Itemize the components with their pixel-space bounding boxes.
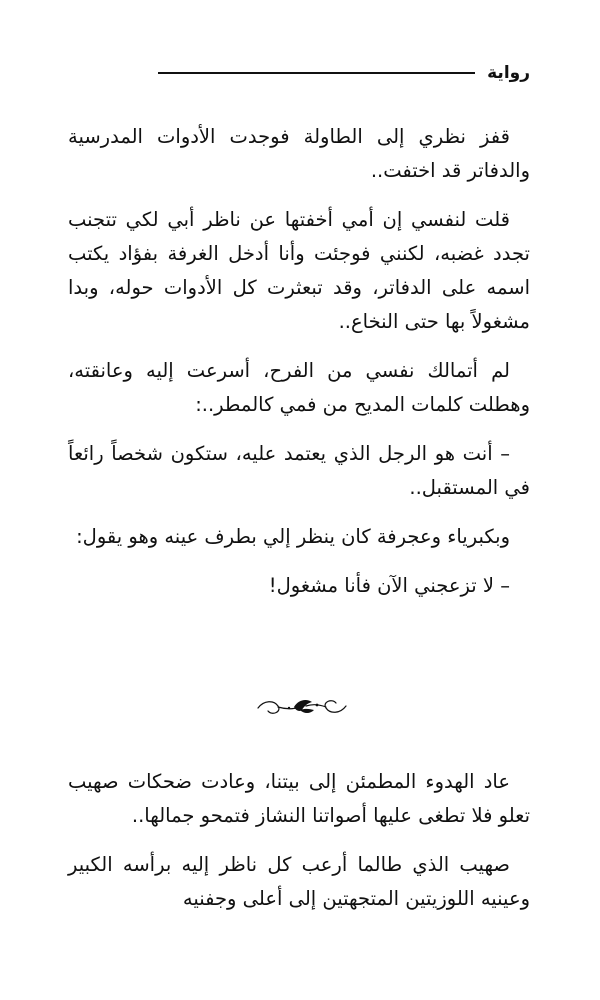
header-title: رواية xyxy=(487,63,530,83)
paragraph: – لا تزعجني الآن فأنا مشغول! xyxy=(268,574,510,597)
paragraph: – أنت هو الرجل الذي يعتمد عليه، ستكون شخصاً رائعاً في المستقبل.. xyxy=(68,442,530,499)
lower-text-block xyxy=(68,765,530,916)
floral-ornament-icon xyxy=(254,692,350,722)
running-header xyxy=(158,58,530,88)
upper-text-block xyxy=(68,120,530,603)
paragraph: وبكبرياء وعجرفة كان ينظر إلي بطرف عينه وهو يقول: xyxy=(76,525,510,548)
paragraph: صهيب الذي طالما أرعب كل ناظر إليه برأسه الكبير وعينيه اللوزيتين المتجهتين إلى أعلى وجفنيه xyxy=(68,853,530,910)
paragraph: عاد الهدوء المطمئن إلى بيتنا، وعادت ضحكات صهيب تعلو فلا تطغى عليها أصواتنا النشاز فتمحو جمالها.. xyxy=(68,770,530,827)
paragraph: قفز نظري إلى الطاولة فوجدت الأدوات المدرسية والدفاتر قد اختفت.. xyxy=(68,125,530,182)
header-rule xyxy=(158,72,475,74)
paragraph: لم أتمالك نفسي من الفرح، أسرعت إليه وعانقته، وهطلت كلمات المديح من فمي كالمطر..: xyxy=(68,359,530,416)
paragraph: قلت لنفسي إن أمي أخفتها عن ناظر أبي لكي تتجنب تجدد غضبه، لكنني فوجئت وأنا أدخل الغرفة بفؤاد يكتب اسمه على الدفاتر، وقد تبعثرت كل الأدوات حوله، وبدا مشغولاً بها حتى النخاع.. xyxy=(68,208,530,333)
